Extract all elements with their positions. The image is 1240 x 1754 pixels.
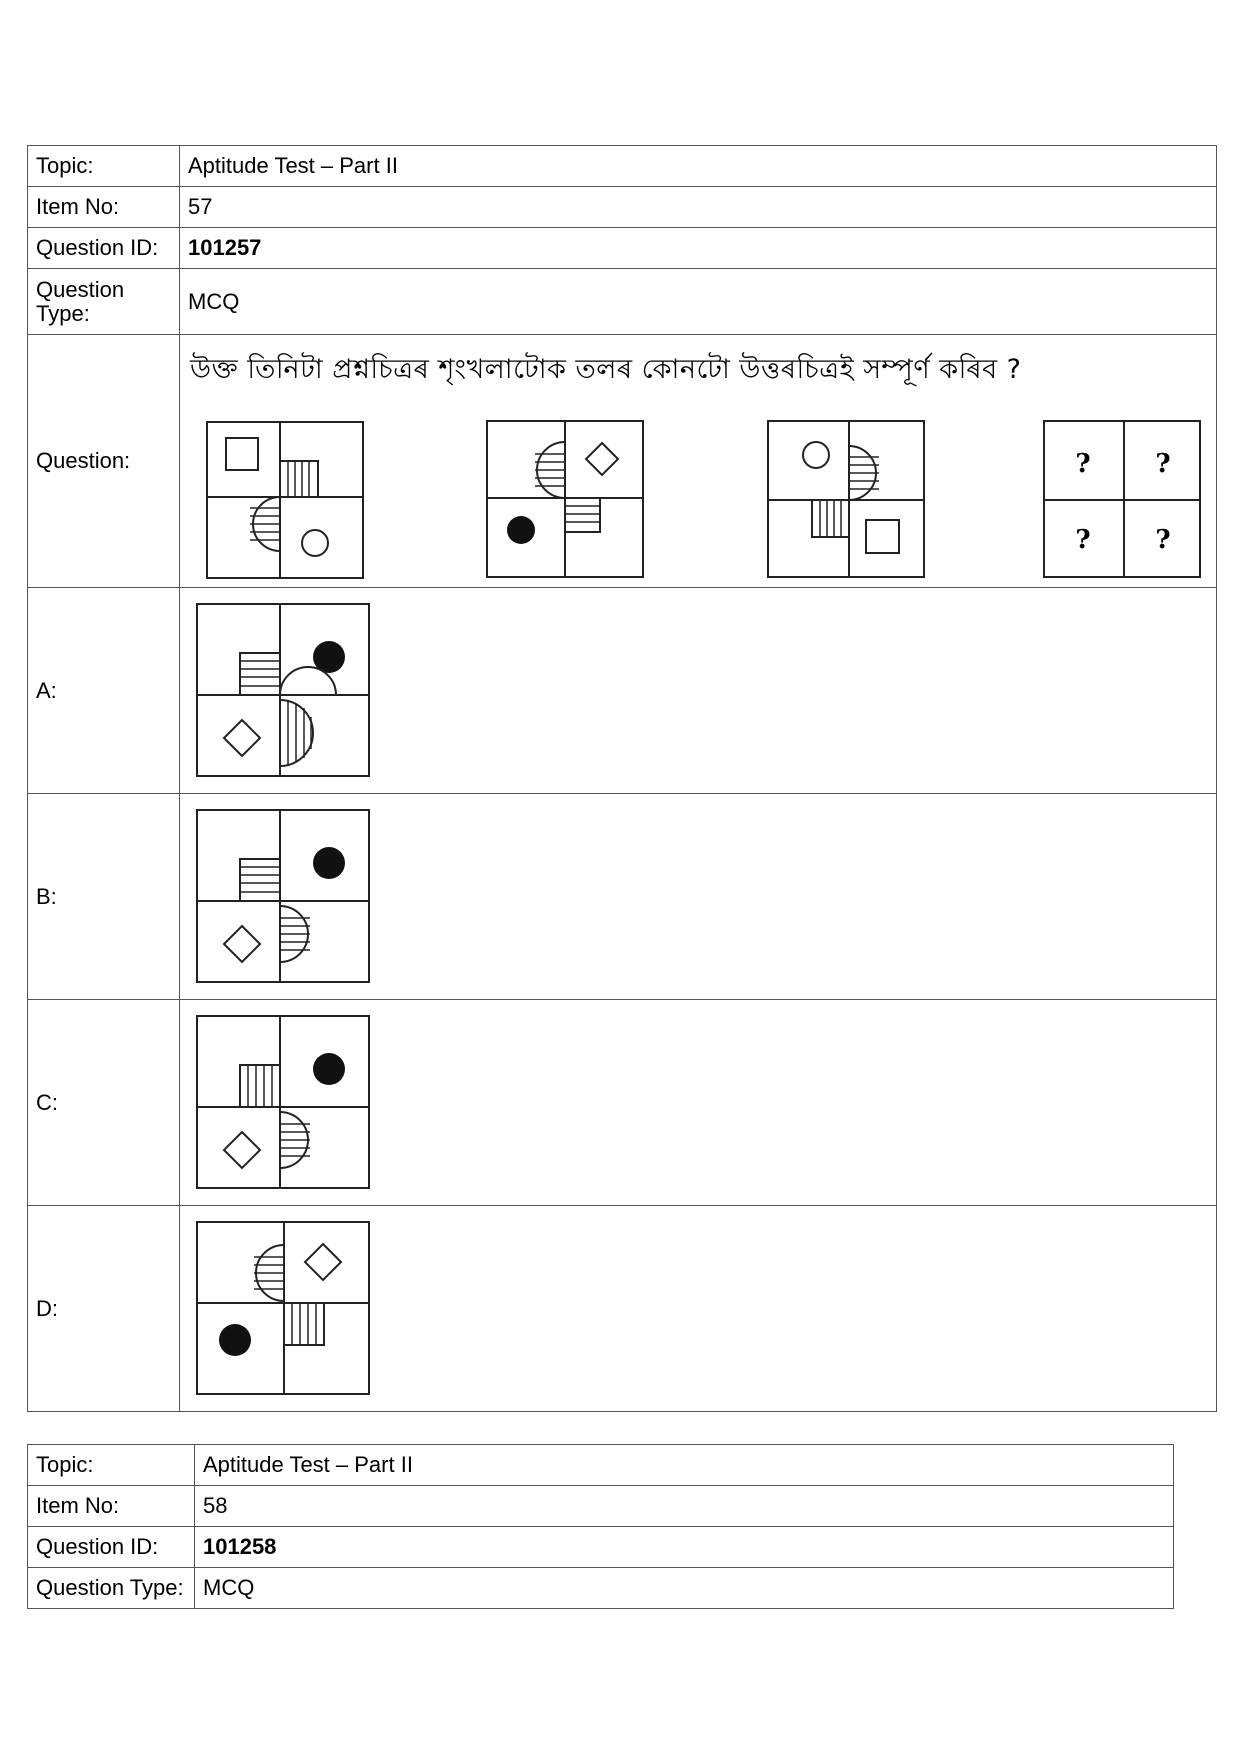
horizontal-hatched-half-circle-icon — [254, 1245, 284, 1301]
diamond-icon — [224, 720, 260, 756]
question-text: উক্ত তিনিটা প্ৰশ্নচিত্ৰৰ শৃংখলাটোক তলৰ কোনটো উত্তৰচিত্ৰই সম্পূৰ্ণ কৰিব ? — [190, 354, 1022, 385]
question-mark: ? — [1075, 525, 1091, 555]
question-id-label: Question ID: — [28, 228, 180, 269]
horizontal-hatched-rect-icon — [240, 859, 280, 901]
horizontal-hatched-half-circle-icon — [250, 497, 280, 551]
filled-circle-icon — [313, 1053, 345, 1085]
option-d-row — [28, 1206, 1217, 1412]
question-figure-unknown — [1043, 420, 1203, 580]
item-no-value: 58 — [195, 1486, 1174, 1527]
option-d-cell — [180, 1206, 1217, 1412]
question-type-label: Question Type: — [28, 269, 180, 335]
filled-circle-icon — [507, 516, 535, 544]
question-mark: ? — [1155, 525, 1171, 555]
horizontal-hatched-half-circle-icon — [535, 442, 565, 498]
option-b-cell — [180, 794, 1217, 1000]
diamond-icon — [305, 1244, 341, 1280]
horizontal-hatched-rect-icon — [240, 653, 280, 695]
option-c-cell — [180, 1000, 1217, 1206]
topic-value: Aptitude Test – Part II — [195, 1445, 1174, 1486]
horizontal-hatched-half-circle-icon — [280, 906, 310, 962]
topic-label: Topic: — [28, 1445, 195, 1486]
question-table-58 — [27, 1444, 1174, 1609]
topic-label: Topic: — [28, 146, 180, 187]
question-figure-2 — [486, 420, 646, 580]
option-c-row — [28, 1000, 1217, 1206]
circle-icon — [803, 442, 829, 468]
vertical-hatched-rect-icon — [280, 461, 318, 497]
question-type-label: Question Type: — [28, 1568, 195, 1609]
vertical-hatched-rect-icon — [812, 500, 849, 537]
question-figures — [180, 394, 1216, 569]
square-icon — [226, 438, 258, 470]
question-figure-1 — [206, 421, 366, 581]
option-a-label: A: — [28, 588, 180, 794]
filled-circle-icon — [219, 1324, 251, 1356]
question-id-value: 101258 — [195, 1527, 1174, 1568]
question-table-57 — [27, 145, 1217, 1412]
option-b-label: B: — [28, 794, 180, 1000]
diamond-icon — [224, 926, 260, 962]
option-c-figure[interactable] — [196, 1015, 372, 1191]
option-a-cell — [180, 588, 1217, 794]
vertical-hatched-rect-icon — [284, 1303, 324, 1345]
circle-icon — [302, 530, 328, 556]
option-d-figure[interactable] — [196, 1221, 372, 1397]
option-c-label: C: — [28, 1000, 180, 1206]
item-no-label: Item No: — [28, 1486, 195, 1527]
vertical-hatched-half-circle-icon — [280, 700, 313, 766]
option-a-figure[interactable] — [196, 603, 372, 779]
question-id-label: Question ID: — [28, 1527, 195, 1568]
question-figure-3 — [767, 420, 927, 580]
vertical-hatched-rect-icon — [240, 1065, 280, 1107]
option-a-row — [28, 588, 1217, 794]
horizontal-hatched-rect-icon — [565, 498, 600, 532]
option-d-label: D: — [28, 1206, 180, 1412]
question-mark: ? — [1075, 449, 1091, 479]
question-id-value: 101257 — [180, 228, 1217, 269]
question-type-value: MCQ — [195, 1568, 1174, 1609]
horizontal-hatched-half-circle-icon — [280, 1112, 310, 1168]
item-no-value: 57 — [180, 187, 1217, 228]
question-type-value: MCQ — [180, 269, 1217, 335]
square-icon — [866, 520, 899, 553]
question-label: Question: — [28, 335, 180, 588]
question-cell — [180, 335, 1217, 588]
diamond-icon — [224, 1132, 260, 1168]
horizontal-hatched-half-circle-icon — [849, 446, 879, 500]
filled-circle-icon — [313, 847, 345, 879]
question-mark: ? — [1155, 449, 1171, 479]
topic-value: Aptitude Test – Part II — [180, 146, 1217, 187]
item-no-label: Item No: — [28, 187, 180, 228]
diamond-icon — [586, 443, 618, 475]
option-b-row — [28, 794, 1217, 1000]
option-b-figure[interactable] — [196, 809, 372, 985]
